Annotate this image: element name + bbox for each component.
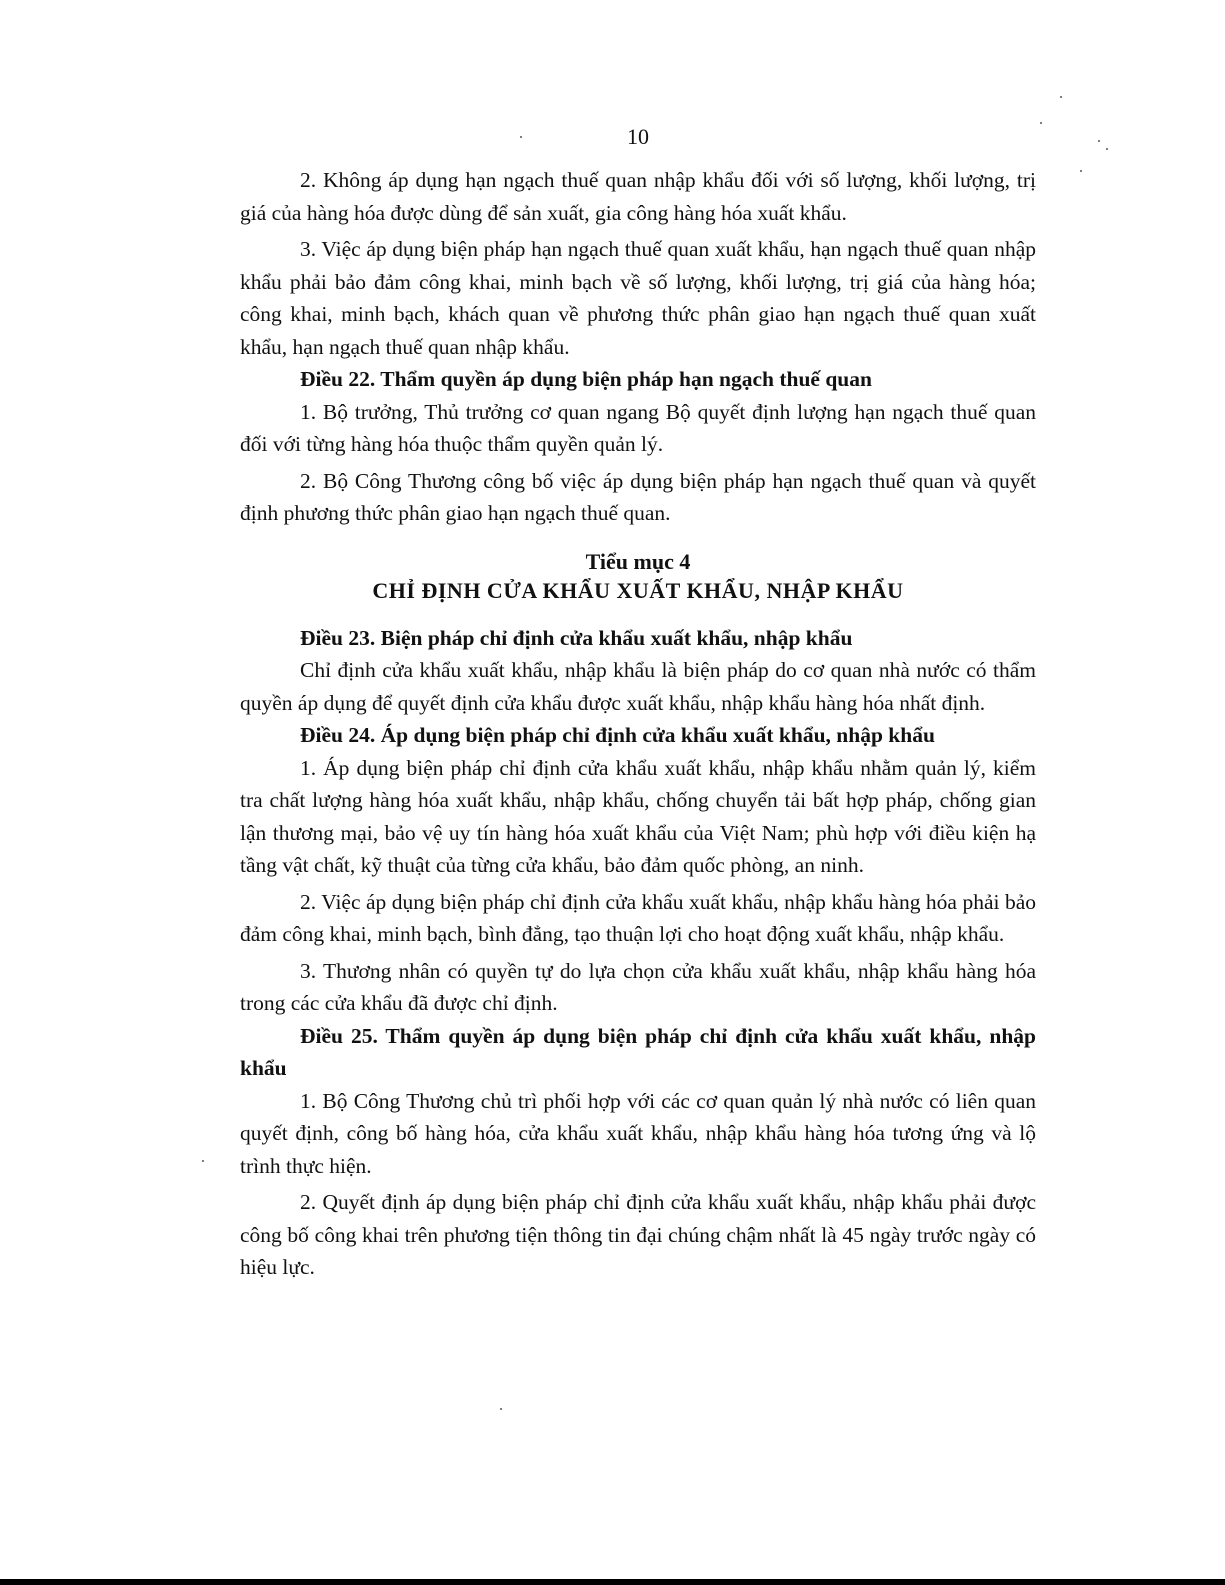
article-25-heading: Điều 25. Thẩm quyền áp dụng biện pháp chỉ định cửa khẩu xuất khẩu, nhập khẩu: [240, 1023, 1036, 1080]
paragraph-art24-clause2: 2. Việc áp dụng biện pháp chỉ định cửa khẩu xuất khẩu, nhập khẩu hàng hóa phải bảo đảm công khai, minh bạch, bình đẳng, tạo thuận lợi cho hoạt động xuất khẩu, nhập khẩu.: [240, 889, 1036, 946]
scan-speck: [202, 1160, 204, 1162]
article-22-heading: Điều 22. Thẩm quyền áp dụng biện pháp hạn ngạch thuế quan: [300, 367, 872, 391]
paragraph-art23-body: Chỉ định cửa khẩu xuất khẩu, nhập khẩu là biện pháp do cơ quan nhà nước có thẩm quyền áp dụng để quyết định cửa khẩu được xuất khẩu, nhập khẩu hàng hóa nhất định.: [240, 658, 1036, 715]
paragraph-art22-clause2: 2. Bộ Công Thương công bố việc áp dụng biện pháp hạn ngạch thuế quan và quyết định phương thức phân giao hạn ngạch thuế quan.: [240, 468, 1036, 525]
article-23-heading: Điều 23. Biện pháp chỉ định cửa khẩu xuất khẩu, nhập khẩu: [300, 625, 853, 650]
paragraph-art24-clause3: 3. Thương nhân có quyền tự do lựa chọn cửa khẩu xuất khẩu, nhập khẩu hàng hóa trong các cửa khẩu đã được chỉ định.: [240, 958, 1036, 1015]
scan-speck: [1106, 148, 1108, 150]
document-body: [240, 164, 1036, 1284]
subsection-title: CHỈ ĐỊNH CỬA KHẨU XUẤT KHẨU, NHẬP KHẨU: [372, 577, 904, 603]
scan-speck: [1098, 140, 1100, 142]
scan-bottom-edge: [0, 1579, 1225, 1585]
paragraph-art22-clause1: 1. Bộ trưởng, Thủ trưởng cơ quan ngang Bộ quyết định lượng hạn ngạch thuế quan đối với từng hàng hóa thuộc thẩm quyền quản lý.: [240, 399, 1036, 456]
scan-speck: [520, 136, 522, 138]
article-24-heading: Điều 24. Áp dụng biện pháp chỉ định cửa khẩu xuất khẩu, nhập khẩu: [300, 723, 935, 747]
paragraph-art21-clause3: 3. Việc áp dụng biện pháp hạn ngạch thuế quan xuất khẩu, hạn ngạch thuế quan nhập khẩu phải bảo đảm công khai, minh bạch về số lượng, khối lượng, trị giá của hàng hóa; công khai, minh bạch, khách quan về phương thức phân giao hạn ngạch thuế quan xuất khẩu, hạn ngạch thuế quan nhập khẩu.: [240, 237, 1036, 359]
paragraph-art24-clause1: 1. Áp dụng biện pháp chỉ định cửa khẩu xuất khẩu, nhập khẩu nhằm quản lý, kiểm tra chất lượng hàng hóa xuất khẩu, nhập khẩu, chống chuyển tải bất hợp pháp, chống gian lận thương mại, bảo vệ uy tín hàng hóa xuất khẩu của Việt Nam; phù hợp với điều kiện hạ tầng vật chất, kỹ thuật của từng cửa khẩu, bảo đảm quốc phòng, an ninh.: [240, 755, 1036, 877]
scan-speck: [1060, 96, 1062, 98]
paragraph-art25-clause1: 1. Bộ Công Thương chủ trì phối hợp với các cơ quan quản lý nhà nước có liên quan quyết định, công bố hàng hóa, cửa khẩu xuất khẩu, nhập khẩu hàng hóa tương ứng và lộ trình thực hiện.: [240, 1088, 1036, 1178]
scan-speck: [1080, 170, 1082, 172]
paragraph-art21-clause2: 2. Không áp dụng hạn ngạch thuế quan nhập khẩu đối với số lượng, khối lượng, trị giá của hàng hóa được dùng để sản xuất, gia công hàng hóa xuất khẩu.: [240, 168, 1036, 225]
page-number: 10: [627, 124, 649, 149]
subsection-number: Tiểu mục 4: [585, 548, 691, 574]
scan-speck: [1040, 122, 1042, 124]
subsection-heading: [240, 548, 1036, 606]
scan-speck: [500, 1408, 502, 1410]
paragraph-art25-clause2: 2. Quyết định áp dụng biện pháp chỉ định cửa khẩu xuất khẩu, nhập khẩu phải được công bố công khai trên phương tiện thông tin đại chúng chậm nhất là 45 ngày trước ngày có hiệu lực.: [240, 1190, 1036, 1279]
